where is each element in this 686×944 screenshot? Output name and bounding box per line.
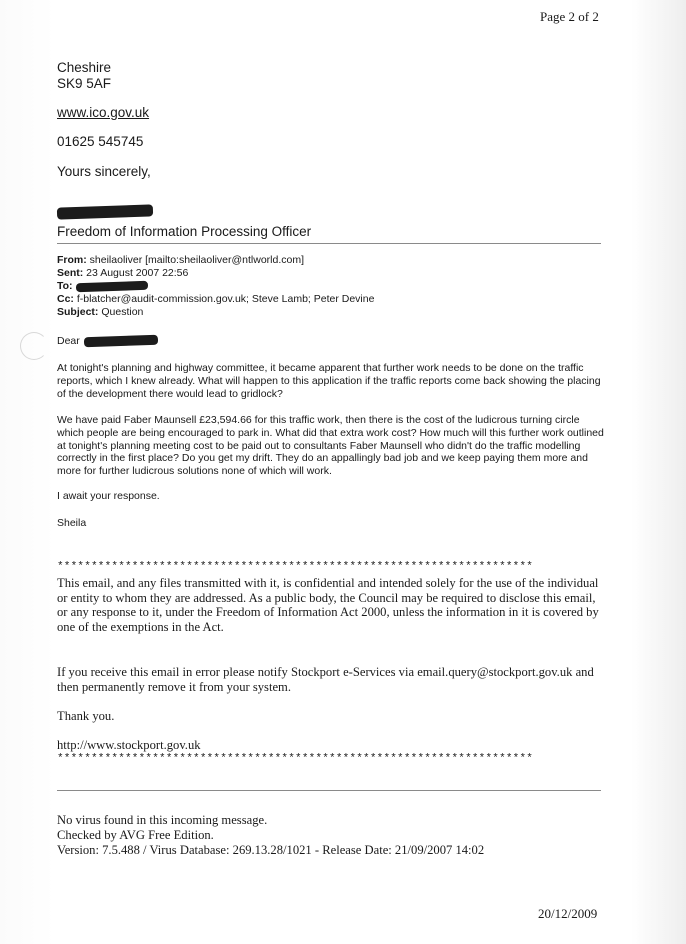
sent-label: Sent: bbox=[57, 267, 84, 279]
email-subject bbox=[57, 306, 143, 320]
print-date: 20/12/2009 bbox=[538, 906, 598, 921]
redacted-signature bbox=[57, 204, 153, 219]
disclaimer-stars-top: ********************************************************************** bbox=[57, 561, 534, 573]
email-paragraph-1: At tonight's planning and highway committee, it became apparent that further work needs to be done on the traffic reports, which I knew already. What will happen to this application if the traffic reports come back showing the placing of the development there would lead to gridlock? bbox=[57, 362, 601, 400]
subject-label: Subject: bbox=[57, 306, 99, 318]
letter-closing: Yours sincerely, bbox=[57, 164, 151, 179]
footer-divider bbox=[57, 790, 601, 791]
ico-phone: 01625 545745 bbox=[57, 134, 144, 149]
disclaimer-paragraph-2: If you receive this email in error please notify Stockport e-Services via email.query@stockport.gov.uk and then permanently remove it from your system. bbox=[57, 665, 594, 694]
stockport-url[interactable]: http://www.stockport.gov.uk bbox=[57, 738, 201, 752]
email-paragraph-2: We have paid Faber Maunsell £23,594.66 for this traffic work, then there is the cost of the ludicrous turning circle which people are being encouraged to park in. What did that extra work cost? How much will this further work outlined at tonight's planning meeting cost to be paid out to consultants Faber Maunsell who didn't do the traffic modelling correctly in the first place? Do you get my drift. They do an appallingly bad job and we keep paying them more and more for further ludicrous solutions none of which will work. bbox=[57, 414, 604, 478]
to-label: To: bbox=[57, 280, 73, 292]
email-signoff: Sheila bbox=[57, 517, 87, 529]
cc-label: Cc: bbox=[57, 293, 74, 305]
email-from bbox=[57, 254, 304, 268]
email-cc bbox=[57, 293, 374, 307]
page-number: Page 2 of 2 bbox=[540, 9, 599, 24]
avg-line-3: Version: 7.5.488 / Virus Database: 269.13.28/1021 - Release Date: 21/09/2007 14:02 bbox=[57, 843, 485, 857]
avg-line-2: Checked by AVG Free Edition. bbox=[57, 828, 214, 842]
subject-value: Question bbox=[101, 306, 144, 318]
punch-hole-mark bbox=[20, 332, 48, 360]
email-to bbox=[57, 280, 73, 294]
redacted-recipient bbox=[76, 281, 148, 293]
ico-website-link[interactable]: www.ico.gov.uk bbox=[57, 105, 150, 120]
sent-value: 23 August 2007 22:56 bbox=[86, 267, 189, 279]
header-divider bbox=[57, 243, 601, 244]
email-paragraph-3: I await your response. bbox=[57, 490, 160, 502]
redacted-recipient-name bbox=[84, 335, 158, 348]
email-sent bbox=[57, 267, 188, 281]
address-line-postcode: SK9 5AF bbox=[57, 76, 112, 91]
signer-title: Freedom of Information Processing Officer bbox=[57, 224, 312, 239]
avg-line-1: No virus found in this incoming message. bbox=[57, 813, 268, 827]
address-line-county: Cheshire bbox=[57, 60, 112, 75]
email-salutation: Dear bbox=[57, 335, 80, 347]
from-label: From: bbox=[57, 254, 87, 266]
disclaimer-stars-bottom: ********************************************************************** bbox=[57, 753, 534, 765]
disclaimer-thanks: Thank you. bbox=[57, 709, 115, 723]
disclaimer-paragraph-1: This email, and any files transmitted with it, is confidential and intended solely for the use of the individual or entity to whom they are addressed. As a public body, the Council may be required to disclose this email, or any response to it, under the Freedom of Information Act 2000, unless the information in it is covered by one of the exemptions in the Act. bbox=[57, 576, 599, 634]
from-value: sheilaoliver [mailto:sheilaoliver@ntlworld.com] bbox=[89, 254, 304, 266]
cc-value: f-blatcher@audit-commission.gov.uk; Steve Lamb; Peter Devine bbox=[76, 293, 375, 305]
